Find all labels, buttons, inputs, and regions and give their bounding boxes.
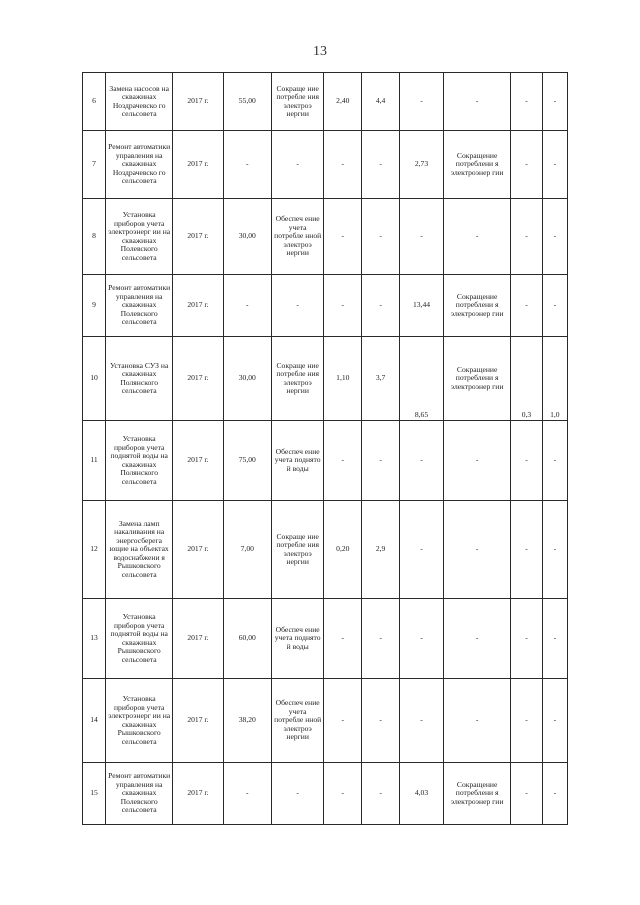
value-cell-3 [399,337,443,421]
measure-name [106,599,173,679]
effect-cell-text: - [475,544,479,554]
table-row [83,275,568,337]
value-cell-6-text: - [553,633,557,643]
value-cell-6 [542,501,567,599]
value-cell-5 [511,599,542,679]
measure-name [106,501,173,599]
value-cell-2-text: 2,9 [375,544,386,554]
year-cell-text: 2017 г. [187,373,209,383]
value-cell-5-text: - [525,788,528,798]
value-cell-1 [324,73,362,131]
table-row [83,199,568,275]
value-cell-5 [511,131,542,199]
goal-cell-text: - [296,159,299,169]
year-cell [173,73,223,131]
row-number [83,131,106,199]
value-cell-2-text: - [379,300,382,310]
year-cell [173,599,223,679]
row-number [83,501,106,599]
goal-cell-text: Обеспеч ение учета поднято й воды [274,446,321,473]
row-number [83,337,106,421]
value-cell-2 [362,763,400,825]
goal-cell-text: Обеспеч ение учета поднято й воды [274,624,321,651]
cost-cell [223,131,271,199]
table-row [83,337,568,421]
value-cell-1 [324,199,362,275]
value-cell-6 [542,73,567,131]
value-cell-2 [362,73,400,131]
cost-cell [223,763,271,825]
cost-cell-text: - [246,788,249,798]
value-cell-3 [399,199,443,275]
value-cell-1-text: - [341,633,345,643]
row-number [83,679,106,763]
row-number-text: 15 [90,788,98,798]
row-number-text: 8 [92,231,96,241]
year-cell-text: 2017 г. [187,159,209,169]
value-cell-5 [511,501,542,599]
value-cell-3-text: - [420,455,423,465]
table-row [83,131,568,199]
table-row [83,599,568,679]
value-cell-3 [399,73,443,131]
row-number [83,421,106,501]
effect-cell-text: - [475,633,479,643]
value-cell-1-text: - [341,788,345,798]
value-cell-3-text: 2,73 [414,159,429,169]
goal-cell [271,131,323,199]
value-cell-5-text: - [525,300,528,310]
value-cell-5 [511,275,542,337]
cost-cell-text: 38,20 [238,715,256,725]
year-cell-text: 2017 г. [187,715,209,725]
value-cell-6-text: - [553,96,557,106]
value-cell-1 [324,337,362,421]
value-cell-5-text: - [525,715,528,725]
measure-name [106,763,173,825]
measure-name-text: Установка приборов учета поднятой воды на скважинах Полянского сельсовета [110,434,168,486]
value-cell-5-text: - [525,544,528,554]
effect-cell [444,73,511,131]
year-cell-text: 2017 г. [187,633,209,643]
cost-cell-text: 30,00 [238,373,256,383]
row-number [83,599,106,679]
value-cell-2 [362,131,400,199]
row-number-text: 7 [92,159,96,169]
value-cell-3-text: - [420,544,423,554]
value-cell-3-text: - [420,633,423,643]
value-cell-3 [399,763,443,825]
value-cell-3-text: - [420,231,423,241]
effect-cell-text: - [475,231,479,241]
year-cell [173,275,223,337]
year-cell [173,763,223,825]
value-cell-6 [542,599,567,679]
row-number [83,73,106,131]
effect-cell [444,337,511,421]
cost-cell-text: 55,00 [238,96,256,106]
page-number: 13 [313,44,327,59]
measure-name [106,275,173,337]
value-cell-5 [511,199,542,275]
goal-cell-text: Сокраще ние потребле ния электроэ нергии [276,531,320,566]
value-cell-2 [362,199,400,275]
value-cell-1 [324,763,362,825]
value-cell-6-text: - [553,300,557,310]
row-number-text: 14 [90,715,98,725]
value-cell-1 [324,275,362,337]
value-cell-3-text: 4,03 [414,788,429,798]
value-cell-6-text: - [553,231,557,241]
value-cell-2-text: - [379,788,382,798]
measure-name [106,337,173,421]
effect-cell [444,421,511,501]
value-cell-1 [324,131,362,199]
cost-cell [223,337,271,421]
value-cell-3-text: - [420,715,423,725]
value-cell-6 [542,131,567,199]
effect-cell [444,275,511,337]
value-cell-6-text: 1,0 [550,409,560,419]
year-cell-text: 2017 г. [187,788,209,798]
row-number [83,275,106,337]
year-cell-text: 2017 г. [187,455,209,465]
cost-cell-text: 7,00 [240,544,254,554]
goal-cell-text: - [296,300,299,310]
value-cell-5-text: - [525,159,528,169]
table-row [83,73,568,131]
value-cell-5 [511,421,542,501]
effect-cell [444,199,511,275]
row-number-text: 12 [90,544,98,554]
value-cell-6-text: - [553,455,557,465]
year-cell [173,679,223,763]
value-cell-2-text: - [379,231,382,241]
row-number-text: 11 [90,455,98,465]
year-cell [173,421,223,501]
value-cell-6 [542,763,567,825]
value-cell-6-text: - [553,788,557,798]
value-cell-6 [542,337,567,421]
goal-cell [271,199,323,275]
value-cell-3 [399,679,443,763]
value-cell-6-text: - [553,544,557,554]
measure-name-text: Установка приборов учета поднятой воды на скважинах Рышковского сельсовета [110,612,168,664]
measures-table [82,72,568,825]
value-cell-2 [362,275,400,337]
measure-name [106,73,173,131]
cost-cell-text: - [246,300,249,310]
cost-cell [223,199,271,275]
effect-cell-text: - [475,715,479,725]
effect-cell [444,501,511,599]
goal-cell-text: Сокраще ние потребле ния электроэ нергии [276,360,320,395]
cost-cell [223,679,271,763]
value-cell-1-text: 1,10 [336,373,350,383]
year-cell [173,337,223,421]
measure-name [106,421,173,501]
year-cell [173,199,223,275]
effect-cell-text: Сокращение потреблени я электроэнер гии [450,291,504,318]
row-number-text: 6 [92,96,96,106]
table-row [83,421,568,501]
measure-name-text: Ремонт автоматики управления на скважинах Полевского сельсовета [108,771,171,815]
value-cell-2-text: - [379,715,382,725]
table-row [83,501,568,599]
goal-cell [271,763,323,825]
value-cell-6 [542,421,567,501]
goal-cell [271,679,323,763]
year-cell-text: 2017 г. [187,544,209,554]
value-cell-1-text: - [341,300,345,310]
value-cell-1-text: - [341,715,345,725]
effect-cell [444,131,511,199]
value-cell-5 [511,73,542,131]
cost-cell [223,599,271,679]
goal-cell [271,421,323,501]
value-cell-3-text: - [420,96,423,106]
year-cell-text: 2017 г. [187,231,209,241]
effect-cell-text: Сокращение потреблени я электроэнер гии [450,364,504,391]
value-cell-6-text: - [553,715,557,725]
value-cell-6-text: - [553,159,557,169]
value-cell-5-text: 0,3 [521,409,532,419]
value-cell-3 [399,501,443,599]
measure-name-text: Установка СУЗ на скважинах Полянского сельсовета [110,360,169,395]
cost-cell-text: - [246,159,249,169]
value-cell-1-text: - [341,455,345,465]
value-cell-1 [324,599,362,679]
value-cell-2-text: - [379,159,382,169]
value-cell-2-text: 3,7 [375,373,386,383]
value-cell-3 [399,275,443,337]
measure-name [106,199,173,275]
value-cell-3-text: 13,44 [412,300,431,310]
goal-cell [271,337,323,421]
year-cell-text: 2017 г. [187,300,209,310]
value-cell-1 [324,421,362,501]
cost-cell [223,501,271,599]
value-cell-5-text: - [525,455,528,465]
value-cell-5 [511,679,542,763]
row-number [83,763,106,825]
effect-cell-text: - [475,96,479,106]
cost-cell-text: 75,00 [238,455,256,465]
row-number [83,199,106,275]
measure-name-text: Замена ламп накаливания на энергосберега ющие на объектах водоснабжени я Рышковского сельсовета [109,518,169,579]
value-cell-2 [362,337,400,421]
goal-cell-text: Обеспеч ение учета потребле нной электроэ нергии [274,214,322,258]
value-cell-2-text: 4,4 [375,96,386,106]
measure-name-text: Замена насосов на скважинах Ноздрачевско го сельсовета [109,83,169,118]
year-cell [173,501,223,599]
goal-cell [271,501,323,599]
cost-cell-text: 60,00 [238,633,256,643]
effect-cell [444,679,511,763]
value-cell-1-text: - [341,159,345,169]
measure-name-text: Установка приборов учета электроэнерг ии на скважинах Полевского сельсовета [108,210,171,262]
value-cell-2 [362,421,400,501]
measure-name [106,679,173,763]
value-cell-5 [511,763,542,825]
goal-cell-text: Сокраще ние потребле ния электроэ нергии [276,83,320,118]
value-cell-5-text: - [525,633,528,643]
value-cell-5-text: - [525,96,528,106]
value-cell-5 [511,337,542,421]
measure-name-text: Ремонт автоматики управления на скважинах Полевского сельсовета [108,283,171,327]
value-cell-2-text: - [379,633,382,643]
table-row [83,679,568,763]
value-cell-3-text: 8,65 [414,409,429,419]
effect-cell [444,763,511,825]
measure-name-text: Установка приборов учета электроэнерг ии на скважинах Рышковского сельсовета [108,694,171,746]
value-cell-1 [324,501,362,599]
value-cell-2 [362,599,400,679]
cost-cell [223,421,271,501]
value-cell-3 [399,599,443,679]
effect-cell-text: - [475,455,479,465]
row-number-text: 13 [90,633,98,643]
cost-cell-text: 30,00 [238,231,256,241]
value-cell-3 [399,421,443,501]
year-cell-text: 2017 г. [187,96,209,106]
goal-cell [271,599,323,679]
value-cell-6 [542,679,567,763]
value-cell-1-text: 0,20 [336,544,350,554]
effect-cell-text: Сокращение потреблени я электроэнер гии [450,779,504,806]
value-cell-1-text: - [341,231,345,241]
value-cell-5-text: - [525,231,528,241]
value-cell-1 [324,679,362,763]
cost-cell [223,73,271,131]
cost-cell [223,275,271,337]
measure-name [106,131,173,199]
row-number-text: 9 [92,300,96,310]
measure-name-text: Ремонт автоматики управления на скважинах Ноздрачевско го сельсовета [108,142,171,186]
goal-cell-text: Обеспеч ение учета потребле нной электроэ нергии [274,698,322,742]
value-cell-3 [399,131,443,199]
effect-cell [444,599,511,679]
value-cell-2 [362,679,400,763]
value-cell-2 [362,501,400,599]
value-cell-6 [542,199,567,275]
goal-cell [271,73,323,131]
year-cell [173,131,223,199]
effect-cell-text: Сокращение потреблени я электроэнер гии [450,150,504,177]
value-cell-2-text: - [379,455,382,465]
goal-cell-text: - [296,788,299,798]
table-row [83,763,568,825]
value-cell-6 [542,275,567,337]
row-number-text: 10 [90,373,98,383]
goal-cell [271,275,323,337]
value-cell-1-text: 2,40 [336,96,350,106]
